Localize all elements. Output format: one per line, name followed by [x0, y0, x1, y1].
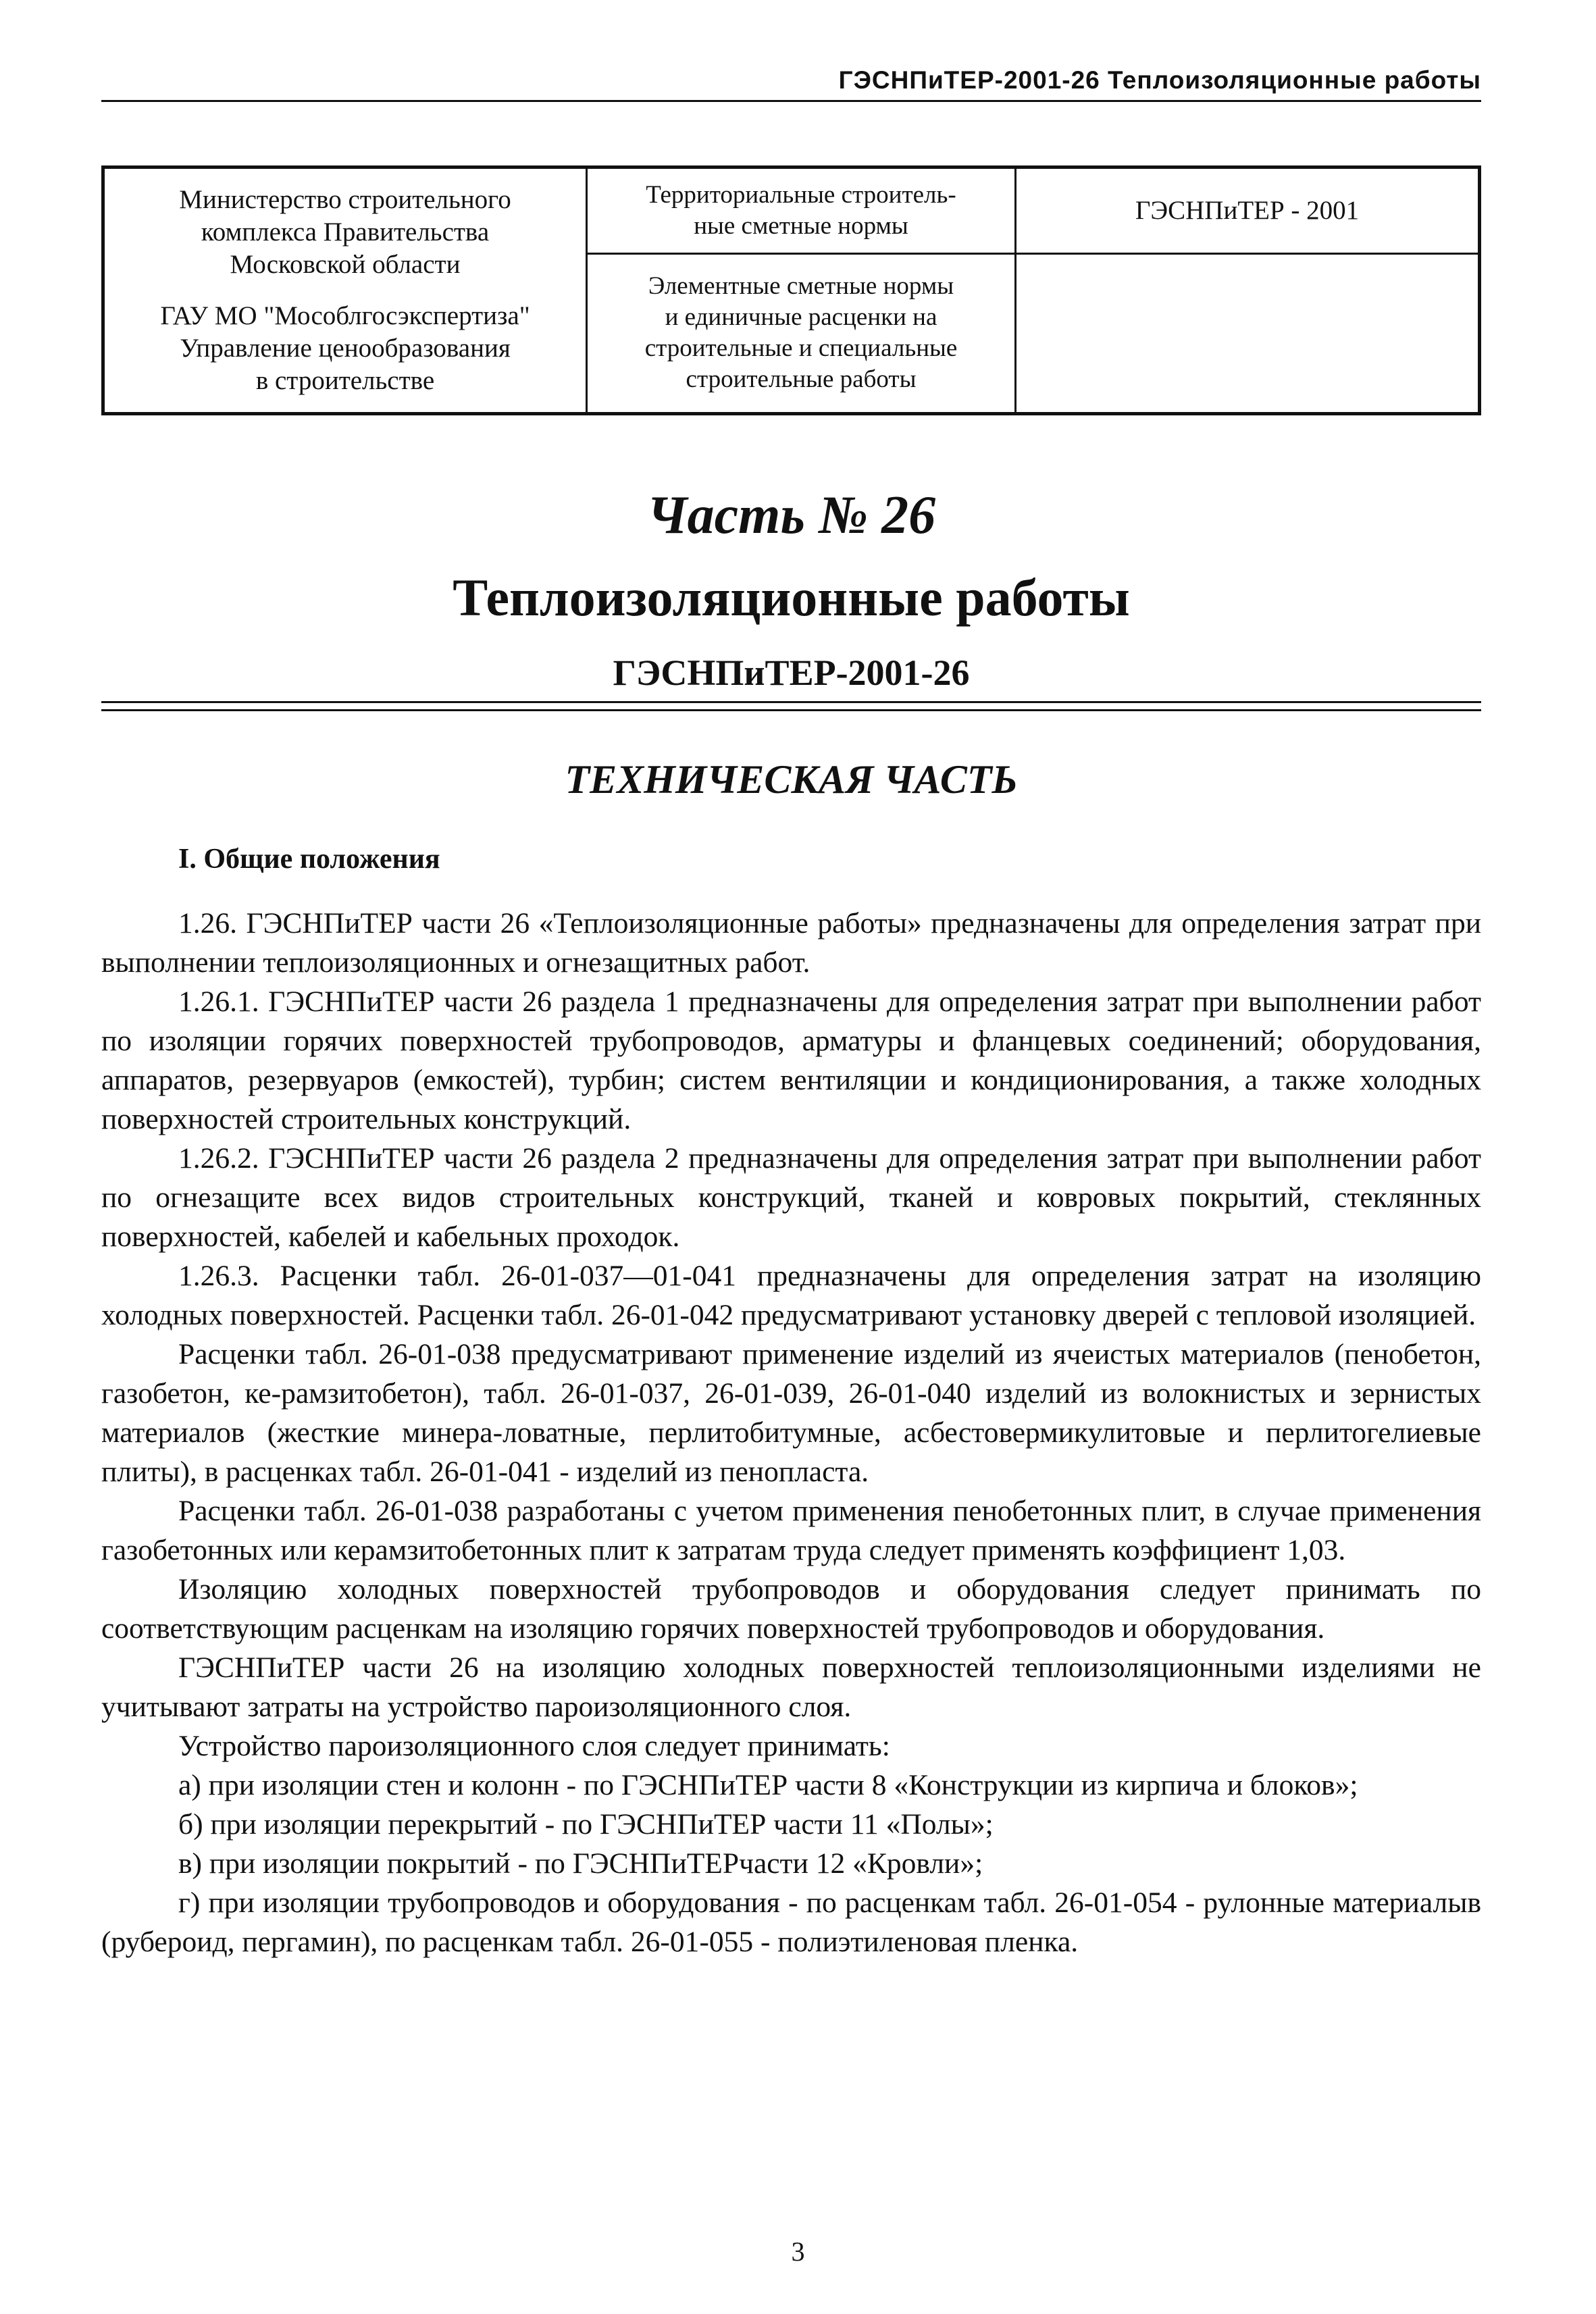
org-line: в строительстве — [255, 366, 435, 395]
list-item: г) при изоляции трубопроводов и оборудования - по расценкам табл. 26-01-054 - рулонные материалыв (рубероид, пергамин), по расценкам табл. 26-01-055 - полиэтиленовая пленка. — [101, 1886, 1481, 1958]
paragraph: Устройство пароизоляционного слоя следует принимать: — [178, 1730, 890, 1762]
section-title: Теплоизоляционные работы — [453, 568, 1130, 627]
paragraph: Расценки табл. 26-01-038 разработаны с учетом применения пенобетонных плит, в случае применения газобетонных или керамзитобетонных плит к затратам труда следует применять коэффициент 1,03. — [101, 1495, 1481, 1566]
empty-cell — [1016, 253, 1480, 413]
running-header-text: ГЭСНПиТЕР-2001-26 Теплоизоляционные работы — [838, 66, 1481, 94]
norm-code-cell — [1016, 168, 1480, 254]
paragraph: 1.26.1. ГЭСНПиТЕР части 26 раздела 1 предназначены для определения затрат при выполнении работ по изоляции горячих поверхностей трубопроводов, арматуры и фланцевых соединений; оборудования, аппаратов, резервуаров (емкостей), турбин; систем вентиляции и кондиционирования, а также холодных поверхностей строительных конструкций. — [101, 985, 1481, 1135]
general-provisions-heading: I. Общие положения — [178, 844, 440, 875]
double-rule-divider — [101, 701, 1481, 711]
org-line: Министерство строительного — [179, 185, 511, 214]
norm-description-line: и единичные расценки на — [665, 303, 937, 332]
org-line: комплекса Правительства — [201, 217, 490, 247]
page-number: 3 — [791, 2236, 805, 2267]
paragraph: 1.26. ГЭСНПиТЕР части 26 «Теплоизоляционные работы» предназначены для определения затрат при выполнении теплоизоляционных и огнезащитных работ. — [101, 907, 1481, 979]
code-title: ГЭСНПиТЕР-2001-26 — [613, 652, 970, 693]
org-line: Московской области — [230, 250, 461, 279]
part-title: Часть № 26 — [646, 486, 936, 545]
list-item: б) при изоляции перекрытий - по ГЭСНПиТЕР части 11 «Полы»; — [178, 1808, 994, 1841]
running-header — [101, 59, 1481, 102]
norm-type-cell — [587, 168, 1016, 254]
paragraph: ГЭСНПиТЕР части 26 на изоляцию холодных поверхностей теплоизоляционными изделиями не учитывают затраты на устройство пароизоляционного слоя. — [101, 1651, 1481, 1723]
paragraph: 1.26.2. ГЭСНПиТЕР части 26 раздела 2 предназначены для определения затрат при выполнении работ по огнезащите всех видов строительных конструкций, тканей и ковровых покрытий, стеклянных поверхностей, кабелей и кабельных проходок. — [101, 1142, 1481, 1253]
norm-description-cell — [587, 253, 1016, 413]
technical-part-title: ТЕХНИЧЕСКАЯ ЧАСТЬ — [565, 757, 1018, 802]
norm-code: ГЭСНПиТЕР - 2001 — [1135, 195, 1360, 225]
document-header-table — [101, 165, 1481, 415]
paragraph: Изоляцию холодных поверхностей трубопроводов и оборудования следует принимать по соответствующим расценкам на изоляцию горячих поверхностей трубопроводов и оборудования. — [101, 1573, 1481, 1645]
norm-type-line: ные сметные нормы — [694, 211, 908, 240]
norm-description-line: строительные и специальные — [644, 334, 958, 363]
norm-description-line: Элементные сметные нормы — [648, 272, 954, 301]
org-line: ГАУ МО "Мособлгосэкспертиза" — [160, 301, 530, 330]
norm-description-line: строительные работы — [686, 365, 917, 394]
body-text — [101, 904, 1481, 1961]
norm-type-line: Территориальные строитель- — [646, 180, 956, 209]
list-item: в) при изоляции покрытий - по ГЭСНПиТЕРчасти 12 «Кровли»; — [178, 1847, 983, 1880]
list-item: а) при изоляции стен и колонн - по ГЭСНПиТЕР части 8 «Конструкции из кирпича и блоков»; — [178, 1769, 1358, 1801]
organization-cell — [103, 168, 587, 414]
org-line: Управление ценообразования — [180, 334, 511, 363]
paragraph: Расценки табл. 26-01-038 предусматривают применение изделий из ячеистых материалов (пенобетон, газобетон, ке-рамзитобетон), табл. 26-01-037, 26-01-039, 26-01-040 изделий из волокнистых и зернистых материалов (жесткие минера-ловатные, перлитобитумные, асбестовермикулитовые и перлитогелиевые плиты), в расценках табл. 26-01-041 - изделий из пенопласта. — [101, 1338, 1481, 1488]
paragraph: 1.26.3. Расценки табл. 26-01-037—01-041 предназначены для определения затрат на изоляцию холодных поверхностей. Расценки табл. 26-01-042 предусматривают установку дверей с тепловой изоляцией. — [101, 1260, 1481, 1331]
